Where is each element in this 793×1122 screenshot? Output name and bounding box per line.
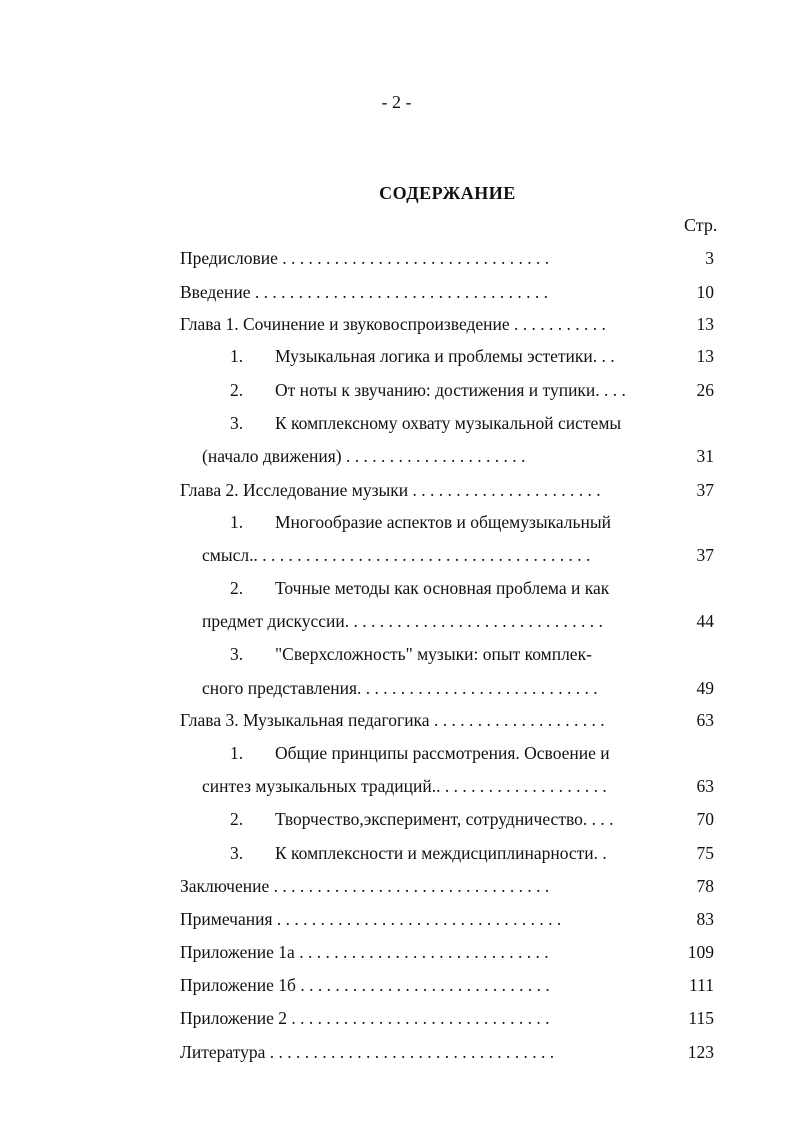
- toc-entry-text: Музыкальная логика и проблемы эстетики. . .: [275, 346, 615, 366]
- toc-entry-page: 111: [689, 975, 714, 995]
- page-number: - 2 -: [381, 92, 412, 112]
- toc-entry-text: Приложение 1б . . . . . . . . . . . . . . . . . . . . . . . . . . . . .: [180, 975, 550, 995]
- toc-entry-text: Литература . . . . . . . . . . . . . . . . . . . . . . . . . . . . . . . . .: [180, 1042, 555, 1062]
- toc-entry-text: синтез музыкальных традиций.. . . . . . . . . . . . . . . . . . . .: [202, 776, 607, 796]
- toc-entry-text: Предисловие . . . . . . . . . . . . . . . . . . . . . . . . . . . . . . .: [180, 248, 550, 268]
- toc-entry-page: 3: [705, 248, 714, 268]
- toc-entry-number: 1.: [230, 512, 244, 532]
- toc-entry-page: 115: [688, 1008, 714, 1028]
- toc-entry-text: сного представления. . . . . . . . . . . . . . . . . . . . . . . . . . . .: [202, 678, 598, 698]
- toc-entry-text: Приложение 2 . . . . . . . . . . . . . . . . . . . . . . . . . . . . . .: [180, 1008, 550, 1028]
- toc-entry-text: Глава 2. Исследование музыки . . . . . . . . . . . . . . . . . . . . . .: [180, 480, 601, 500]
- toc-entry-page: 37: [696, 545, 714, 565]
- page-column-label: Стр.: [684, 215, 718, 235]
- toc-entry-text: предмет дискуссии. . . . . . . . . . . . . . . . . . . . . . . . . . . . . .: [202, 611, 603, 631]
- page-title: СОДЕРЖАНИЕ: [379, 183, 516, 203]
- toc-entry-text: (начало движения) . . . . . . . . . . . . . . . . . . . . .: [202, 446, 526, 466]
- toc-entry-page: 26: [696, 380, 714, 400]
- toc-entry-number: 2.: [230, 809, 244, 829]
- toc-entry-page: 13: [696, 314, 714, 334]
- toc-entry-text: Введение . . . . . . . . . . . . . . . . . . . . . . . . . . . . . . . . . .: [180, 282, 549, 302]
- toc-entry-text: Примечания . . . . . . . . . . . . . . . . . . . . . . . . . . . . . . . . .: [180, 909, 562, 929]
- toc-entry-text: смысл.. . . . . . . . . . . . . . . . . . . . . . . . . . . . . . . . . . . . . . .: [202, 545, 591, 565]
- toc-entry-page: 123: [687, 1042, 714, 1062]
- toc-entry-text: Глава 3. Музыкальная педагогика . . . . . . . . . . . . . . . . . . . .: [180, 710, 605, 730]
- toc-entry-page: 83: [696, 909, 714, 929]
- toc-entry-text: Творчество,эксперимент, сотрудничество. . . .: [275, 809, 614, 829]
- toc-entry-page: 63: [696, 710, 714, 730]
- toc-entry-text: Приложение 1а . . . . . . . . . . . . . . . . . . . . . . . . . . . . .: [180, 942, 549, 962]
- toc-entry-text: Глава 1. Сочинение и звуковоспроизведение . . . . . . . . . . .: [180, 314, 606, 334]
- toc-entry-number: 1.: [230, 743, 244, 763]
- toc-entry-page: 10: [696, 282, 714, 302]
- toc-entry-page: 31: [696, 446, 714, 466]
- toc-entry-page: 13: [696, 346, 714, 366]
- toc-entry-text: Общие принципы рассмотрения. Освоение и: [275, 743, 610, 763]
- toc-entry-number: 2.: [230, 380, 244, 400]
- toc-entry-number: 3.: [230, 644, 244, 664]
- toc-entry-text: К комплексному охвату музыкальной системы: [275, 413, 622, 433]
- toc-entry-page: 109: [687, 942, 714, 962]
- toc-entry-number: 3.: [230, 413, 244, 433]
- toc-entry-text: Многообразие аспектов и общемузыкальный: [275, 512, 611, 532]
- toc-entry-text: Точные методы как основная проблема и как: [275, 578, 610, 598]
- toc-entry-page: 63: [696, 776, 714, 796]
- toc-entry-page: 49: [696, 678, 714, 698]
- toc-entry-page: 75: [696, 843, 714, 863]
- toc-entry-page: 44: [696, 611, 714, 631]
- toc-entry-text: От ноты к звучанию: достижения и тупики. . . .: [275, 380, 626, 400]
- toc-entry-page: 78: [696, 876, 714, 896]
- toc-entry-number: 3.: [230, 843, 244, 863]
- toc-entry-page: 70: [696, 809, 714, 829]
- toc-entry-text: К комплексности и междисциплинарности. .: [275, 843, 607, 863]
- toc-entry-number: 1.: [230, 346, 244, 366]
- toc-entry-number: 2.: [230, 578, 244, 598]
- toc-entry-page: 37: [696, 480, 714, 500]
- toc-entry-text: Заключение . . . . . . . . . . . . . . . . . . . . . . . . . . . . . . . .: [180, 876, 550, 896]
- toc-entry-text: "Сверхсложность" музыки: опыт комплек-: [275, 644, 592, 664]
